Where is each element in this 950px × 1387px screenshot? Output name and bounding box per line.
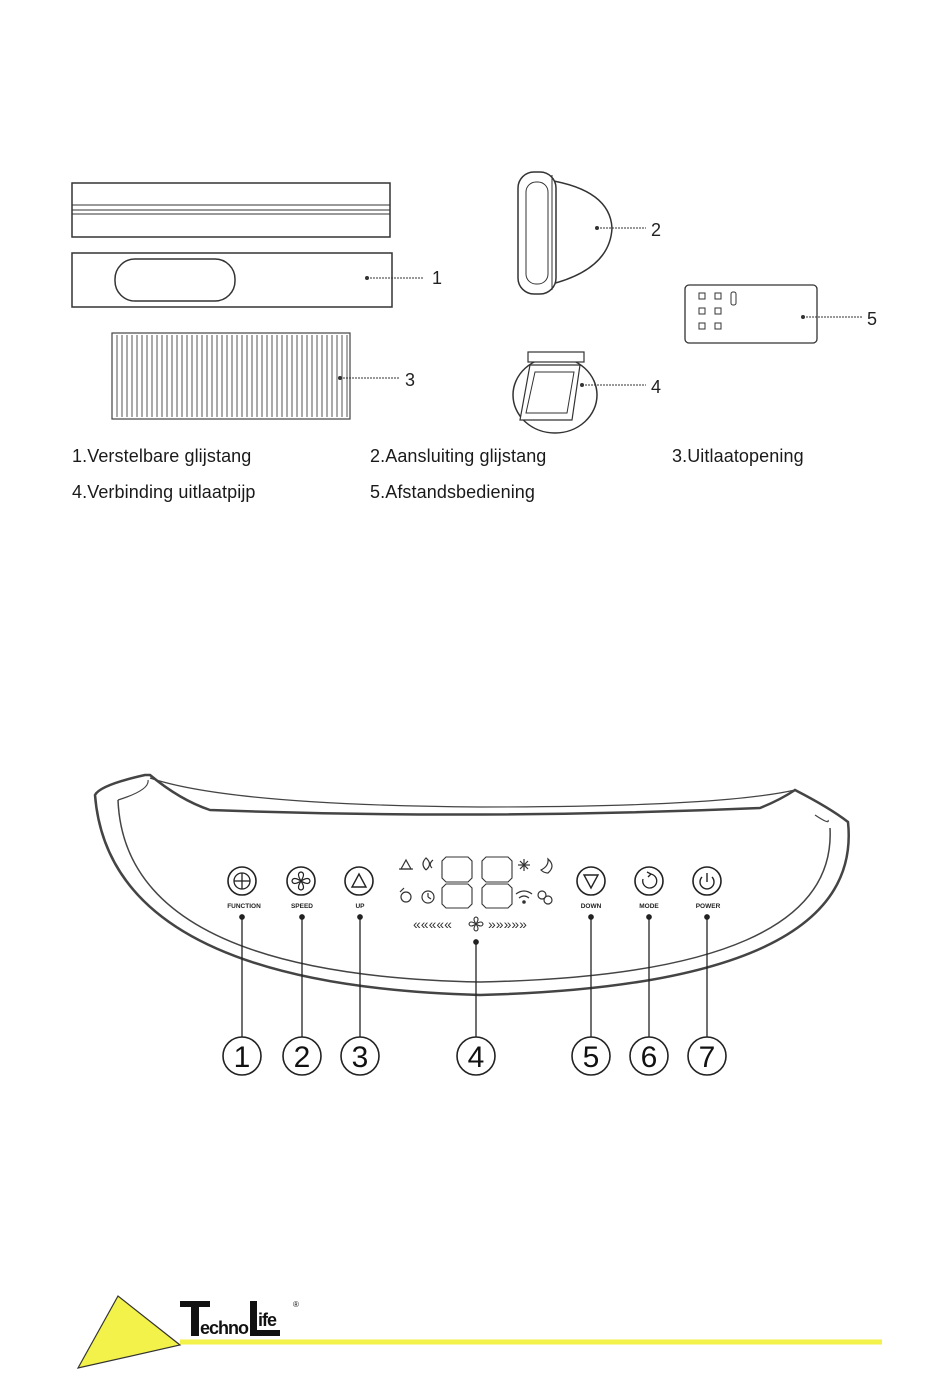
down-caption: DOWN (580, 903, 602, 910)
label-bar-connector: 2.Aansluiting glijstang (370, 446, 547, 466)
display-arrows-right: »»»»» (488, 916, 527, 932)
pipe-connector (513, 352, 597, 433)
remote-control (685, 285, 817, 343)
accessories-diagram (0, 150, 950, 450)
up-caption: UP (355, 903, 365, 910)
speed-button[interactable] (287, 867, 315, 895)
panel-callout-2: 2 (293, 1041, 311, 1074)
power-caption: POWER (695, 903, 721, 910)
label-remote-control: 5.Afstandsbediening (370, 482, 536, 502)
callout-4: 4 (651, 377, 662, 397)
yellow-triangle-logo (78, 1296, 180, 1368)
label-sliding-bar: 1.Verstelbare glijstang (72, 446, 252, 466)
up-button[interactable] (345, 867, 373, 895)
panel-callout-5: 5 (582, 1041, 600, 1074)
drop-icon (399, 860, 413, 869)
cool-snowflake-icon (518, 859, 530, 871)
logo-text-part-b: ife (258, 1310, 277, 1330)
display-arrows-left: ««««« (413, 916, 452, 932)
label-exhaust-outlet: 3.Uitlaatopening (672, 446, 804, 466)
mode-caption: MODE (639, 903, 659, 910)
panel-callout-4: 4 (467, 1041, 485, 1074)
led-display (399, 857, 552, 932)
timer-icon (422, 891, 434, 903)
panel-callout-6: 6 (640, 1041, 658, 1074)
center-fan-icon (469, 917, 483, 931)
function-button[interactable] (228, 867, 256, 895)
panel-callout-3: 3 (351, 1041, 369, 1074)
registered-mark: ® (293, 1300, 299, 1309)
callout-2: 2 (651, 220, 662, 240)
footer-brand (0, 1280, 950, 1380)
logo-text-part-a: echno (200, 1318, 249, 1338)
callout-5: 5 (867, 309, 878, 329)
sliding-bar-top (72, 183, 390, 237)
swing-icon (538, 891, 552, 904)
mode-button[interactable] (635, 867, 663, 895)
technolife-logo (180, 1300, 299, 1338)
function-icon (234, 873, 250, 889)
callout-3: 3 (405, 370, 416, 390)
control-panel-diagram (0, 760, 950, 1100)
power-button[interactable] (693, 867, 721, 895)
wifi-icon (516, 891, 532, 903)
sleep-moon-icon (541, 859, 552, 873)
panel-callout-7: 7 (698, 1041, 716, 1074)
dehumidify-icon (423, 858, 433, 870)
down-button[interactable] (577, 867, 605, 895)
callout-1: 1 (432, 268, 443, 288)
heater-icon (400, 888, 411, 902)
exhaust-outlet (112, 333, 350, 419)
sliding-bar (72, 253, 392, 307)
label-pipe-connector: 4.Verbinding uitlaatpijp (72, 482, 256, 502)
bar-connector (518, 172, 612, 294)
panel-callout-1: 1 (233, 1041, 251, 1074)
speed-caption: SPEED (290, 903, 314, 910)
panel-housing (95, 775, 849, 995)
function-caption: FUNCTION (227, 903, 261, 910)
